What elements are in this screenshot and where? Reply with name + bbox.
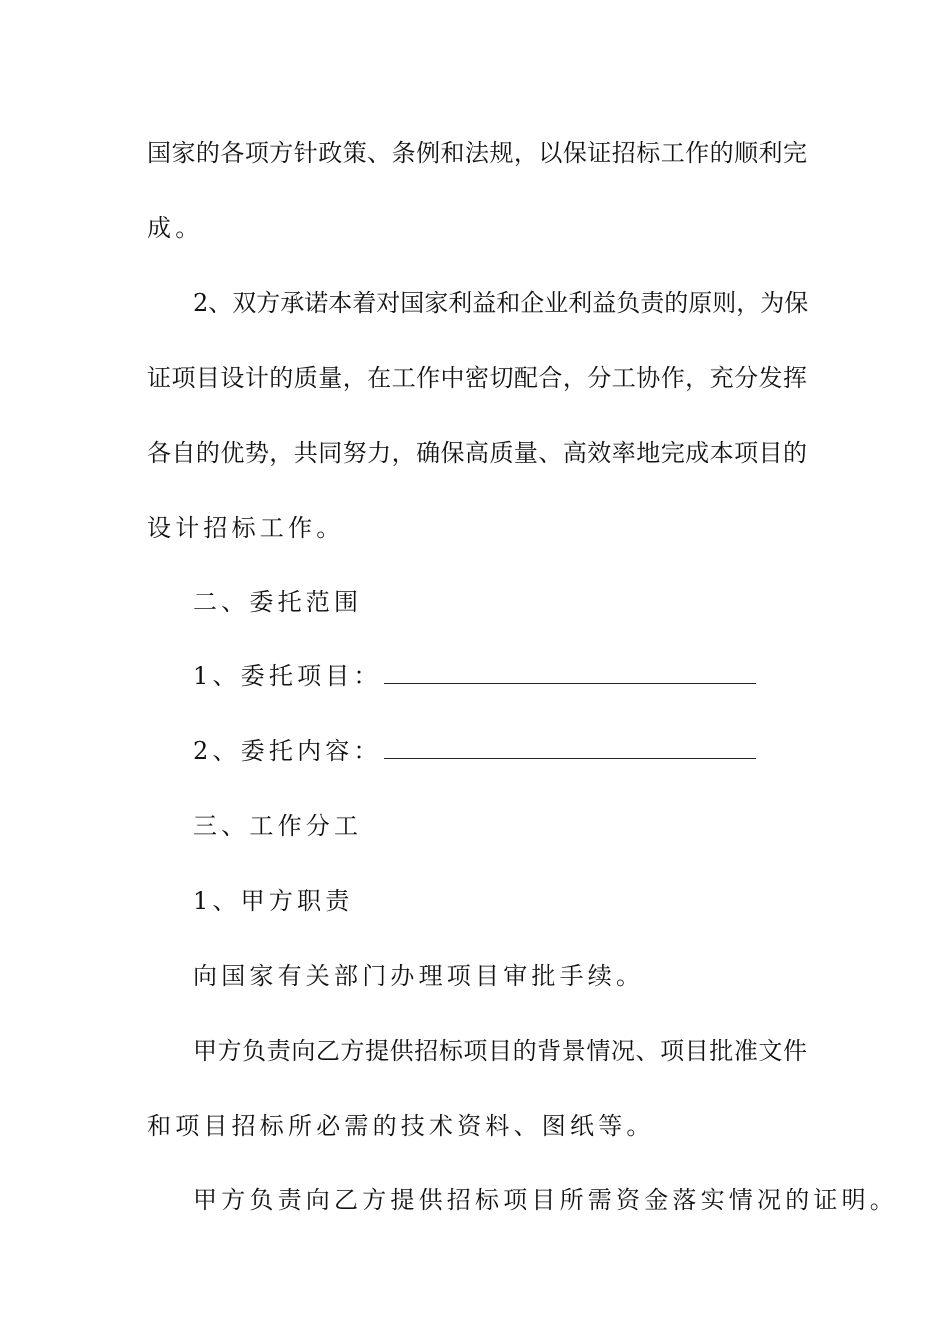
form-field-content <box>193 735 807 767</box>
paragraph-line: 证项目设计的质量，在工作中密切配合，分工协作，充分发挥 <box>147 364 807 392</box>
paragraph-line: 国家的各项方针政策、条例和法规，以保证招标工作的顺利完 <box>147 139 807 167</box>
paragraph-line: 各自的优势，共同努力，确保高质量、高效率地完成本项目的 <box>147 439 807 467</box>
field-label: 1、委托项目： <box>193 662 382 690</box>
paragraph-line: 甲方负责向乙方提供招标项目所需资金落实情况的证明。 <box>193 1186 898 1214</box>
paragraph-line: 设计招标工作。 <box>147 514 345 542</box>
blank-underline <box>384 661 756 684</box>
paragraph-line: 甲方负责向乙方提供招标项目的背景情况、项目批准文件 <box>193 1037 807 1065</box>
paragraph-line: 成。 <box>147 214 204 242</box>
form-field-project <box>193 660 807 692</box>
section-heading: 三、工作分工 <box>193 812 363 840</box>
paragraph-line: 和项目招标所必需的技术资料、图纸等。 <box>147 1112 655 1140</box>
subsection-heading: 1、甲方职责 <box>193 887 354 915</box>
field-label: 2、委托内容： <box>193 737 382 765</box>
blank-underline <box>384 736 756 759</box>
section-heading: 二、委托范围 <box>193 588 363 616</box>
paragraph-line: 2、双方承诺本着对国家利益和企业利益负责的原则，为保 <box>193 289 809 317</box>
paragraph-line: 向国家有关部门办理项目审批手续。 <box>193 962 645 990</box>
